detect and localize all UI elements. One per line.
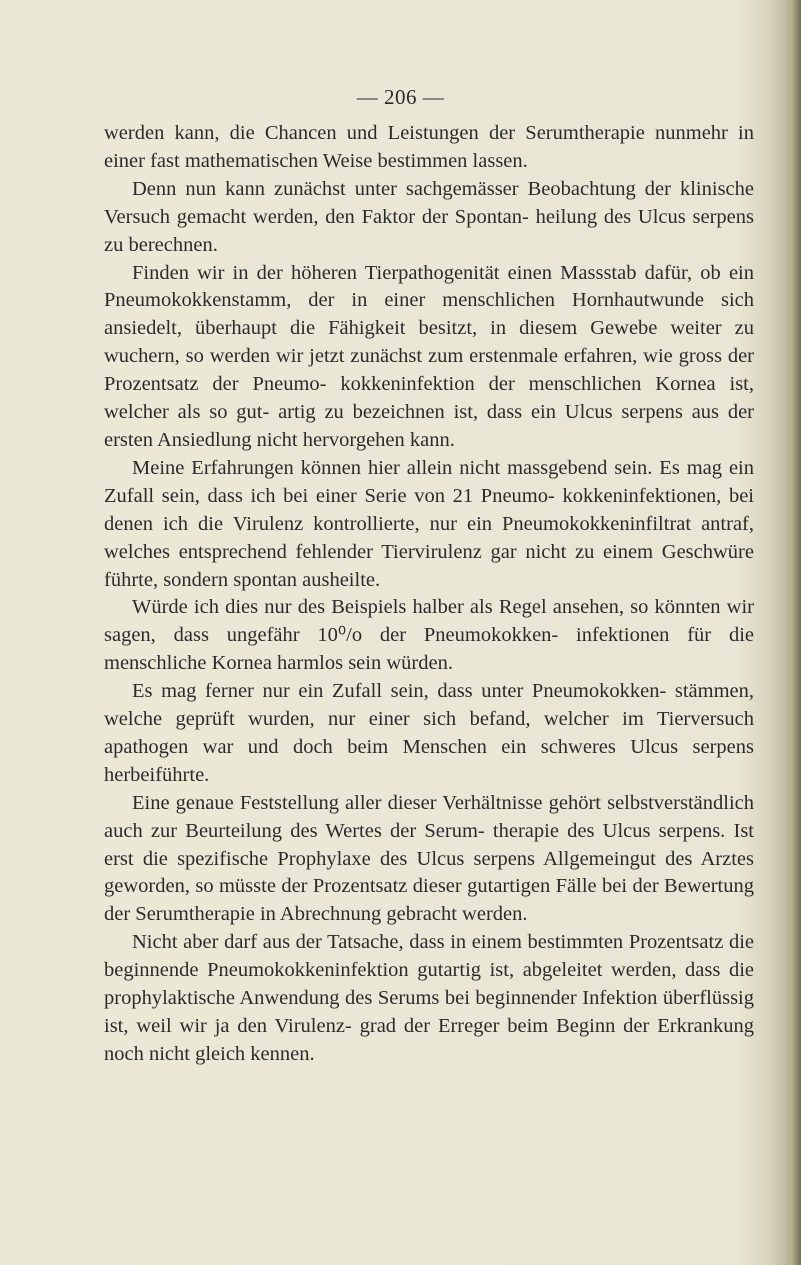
page-edge-shadow xyxy=(785,0,801,1265)
paragraph-8: Nicht aber darf aus der Tatsache, dass in einem bestimmten Prozentsatz die beginnende Pneumokokkeninfektion gutartig ist, abgeleitet werden, dass die prophylaktische Anwendung des Serums bei beginnender Infektion überflüssig ist, weil wir ja den Virulenz- grad der Erreger beim Beginn der Erkrankung noch nicht gleich kennen. xyxy=(104,931,754,1065)
paragraph-6: Es mag ferner nur ein Zufall sein, dass unter Pneumokokken- stämmen, welche geprüft wurden, nur einer sich befand, welcher im Tierversuch apathogen war und doch beim Menschen ein schweres Ulcus serpens herbeiführte. xyxy=(104,680,754,786)
paragraph-1: werden kann, die Chancen und Leistungen der Serumtherapie nunmehr in einer fast mathematischen Weise bestimmen lassen. xyxy=(104,122,754,172)
page-number: — 206 — xyxy=(356,85,445,109)
body-text xyxy=(104,120,754,1069)
paragraph-2: Denn nun kann zunächst unter sachgemässer Beobachtung der klinische Versuch gemacht werden, den Faktor der Spontan- heilung des Ulcus serpens zu berechnen. xyxy=(104,177,754,256)
paragraph-5: Würde ich dies nur des Beispiels halber als Regel ansehen, so könnten wir sagen, dass ungefähr 10⁰/o der Pneumokokken- infektionen für die menschliche Kornea harmlos sein würden. xyxy=(104,596,754,675)
paragraph-7: Eine genaue Feststellung aller dieser Verhältnisse gehört selbstverständlich auch zur Beurteilung des Wertes der Serum- therapie des Ulcus serpens. Ist erst die spezifische Prophylaxe des Ulcus serpens Allgemeingut des Arztes geworden, so müsste der Prozentsatz dieser gutartigen Fälle bei der Bewertung der Serumtherapie in Abrechnung gebracht werden. xyxy=(104,791,754,926)
paragraph-4: Meine Erfahrungen können hier allein nicht massgebend sein. Es mag ein Zufall sein, dass ich bei einer Serie von 21 Pneumo- kokkeninfektionen, bei denen ich die Virulenz kontrollierte, nur ein Pneumokokkeninfiltrat antraf, welches entsprechend fehlender Tiervirulenz gar nicht zu einem Geschwüre führte, sondern spontan ausheilte. xyxy=(104,456,754,591)
paragraph-3: Finden wir in der höheren Tierpathogenität einen Massstab dafür, ob ein Pneumokokkenstamm, der in einer menschlichen Hornhautwunde sich ansiedelt, überhaupt die Fähigkeit besitzt, in diesem Gewebe weiter zu wuchern, so werden wir jetzt zunächst zum erstenmale erfahren, wie gross der Prozentsatz der Pneumo- kokkeninfektion der menschlichen Kornea ist, welcher als so gut- artig zu bezeichnen ist, dass ein Ulcus serpens aus der ersten Ansiedlung nicht hervorgehen kann. xyxy=(104,261,754,451)
